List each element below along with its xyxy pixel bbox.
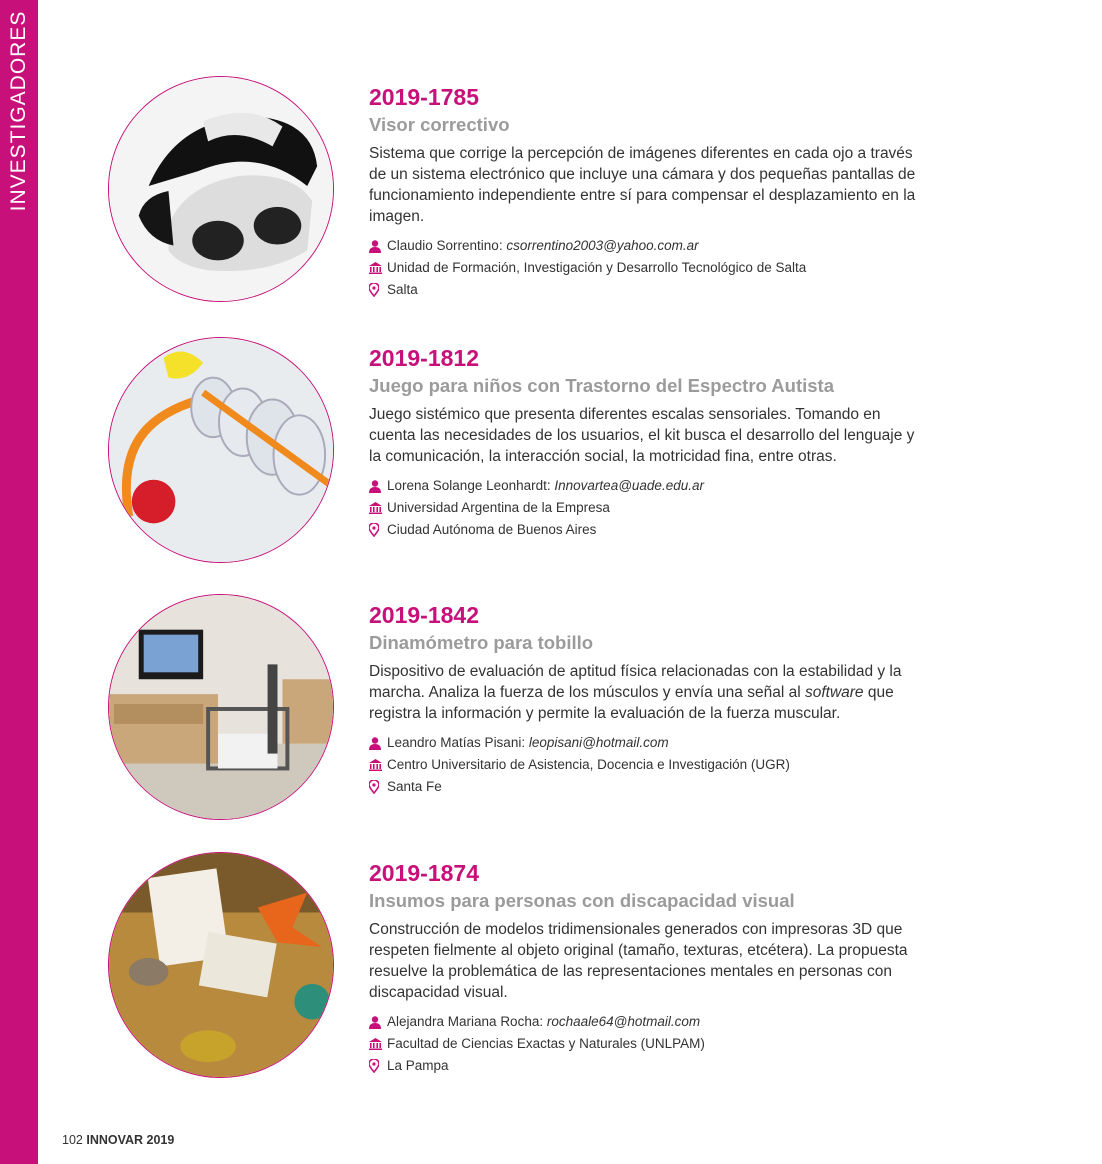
researcher-email[interactable]: rochaale64@hotmail.com <box>546 1014 701 1029</box>
institution-row <box>369 257 929 279</box>
institution-icon <box>369 262 387 274</box>
sidebar <box>0 0 38 1164</box>
section-label: INVESTIGADORES <box>7 10 30 212</box>
researcher-row <box>369 475 929 497</box>
page-footer <box>62 1133 174 1147</box>
institution-name: Universidad Argentina de la Empresa <box>387 500 610 515</box>
researcher-name: Leandro Matías Pisani: <box>387 735 526 750</box>
location-name: Salta <box>387 282 418 297</box>
entry-code: 2019-1842 <box>369 602 479 628</box>
location-name: Ciudad Autónoma de Buenos Aires <box>387 522 597 537</box>
entry-2019-1874 <box>108 852 908 1082</box>
institution-icon <box>369 759 387 771</box>
location-row <box>369 519 929 541</box>
publication-name: INNOVAR 2019 <box>86 1133 175 1147</box>
page-number: 102 <box>62 1133 83 1147</box>
institution-name: Unidad de Formación, Investigación y Desarrollo Tecnológico de Salta <box>387 260 807 275</box>
location-row <box>369 776 929 798</box>
location-pin-icon <box>369 1059 387 1073</box>
sensory-toy-photo <box>108 337 334 563</box>
person-icon <box>369 240 387 253</box>
institution-name: Centro Universitario de Asistencia, Docencia e Investigación (UGR) <box>387 757 790 772</box>
location-row <box>369 1055 929 1077</box>
person-icon <box>369 480 387 493</box>
researcher-name: Claudio Sorrentino: <box>387 238 503 253</box>
entry-code: 2019-1812 <box>369 345 479 371</box>
entry-title: Visor correctivo <box>369 114 510 135</box>
researcher-row <box>369 1011 929 1033</box>
researcher-email[interactable]: csorrentino2003@yahoo.com.ar <box>506 238 699 253</box>
location-row <box>369 279 929 301</box>
entry-description: Construcción de modelos tridimensionales generados con impresoras 3D que respeten fielmente al objeto original (tamaño, texturas, etcétera). La propuesta resuelve la problemática de las representaciones mentales en personas con discapacidad visual. <box>369 921 908 1001</box>
dynamometer-photo <box>108 594 334 820</box>
entry-title: Dinamómetro para tobillo <box>369 632 594 653</box>
entry-description: Dispositivo de evaluación de aptitud física relacionadas con la estabilidad y la marcha. Analiza la fuerza de los músculos y envía una señal al software que registra la información y permite la evaluación de la fuerza muscular. <box>369 663 902 722</box>
researcher-row <box>369 235 929 257</box>
institution-name: Facultad de Ciencias Exactas y Naturales (UNLPAM) <box>387 1036 705 1051</box>
institution-icon <box>369 502 387 514</box>
institution-icon <box>369 1038 387 1050</box>
institution-row <box>369 1033 929 1055</box>
tactile-models-photo <box>108 852 334 1078</box>
institution-row <box>369 754 929 776</box>
location-pin-icon <box>369 523 387 537</box>
entry-title: Insumos para personas con discapacidad visual <box>369 890 795 911</box>
entry-2019-1842 <box>108 594 908 824</box>
researcher-name: Lorena Solange Leonhardt: <box>387 478 551 493</box>
person-icon <box>369 737 387 750</box>
entry-2019-1785 <box>108 76 916 306</box>
institution-row <box>369 497 929 519</box>
entry-title: Juego para niños con Trastorno del Espectro Autista <box>369 375 834 396</box>
entry-2019-1812 <box>108 337 915 567</box>
researcher-row <box>369 732 929 754</box>
entry-description: Juego sistémico que presenta diferentes escalas sensoriales. Tomando en cuenta las necesidades de los usuarios, el kit busca el desarrollo del lenguaje y la comunicación, la interacción social, la motricidad fina, entre otras. <box>369 406 915 465</box>
location-pin-icon <box>369 283 387 297</box>
entry-description: Sistema que corrige la percepción de imágenes diferentes en cada ojo a través de un sistema electrónico que incluye una cámara y dos pequeñas pantallas de funcionamiento independiente entre sí para compensar el desplazamiento en la imagen. <box>369 145 916 225</box>
location-name: Santa Fe <box>387 779 442 794</box>
researcher-email[interactable]: leopisani@hotmail.com <box>528 735 669 750</box>
researcher-email[interactable]: Innovartea@uade.edu.ar <box>554 478 704 493</box>
person-icon <box>369 1016 387 1029</box>
entry-code: 2019-1785 <box>369 84 479 110</box>
location-pin-icon <box>369 780 387 794</box>
location-name: La Pampa <box>387 1058 449 1073</box>
entry-code: 2019-1874 <box>369 860 479 886</box>
vr-headset-photo <box>108 76 334 302</box>
researcher-name: Alejandra Mariana Rocha: <box>387 1014 544 1029</box>
